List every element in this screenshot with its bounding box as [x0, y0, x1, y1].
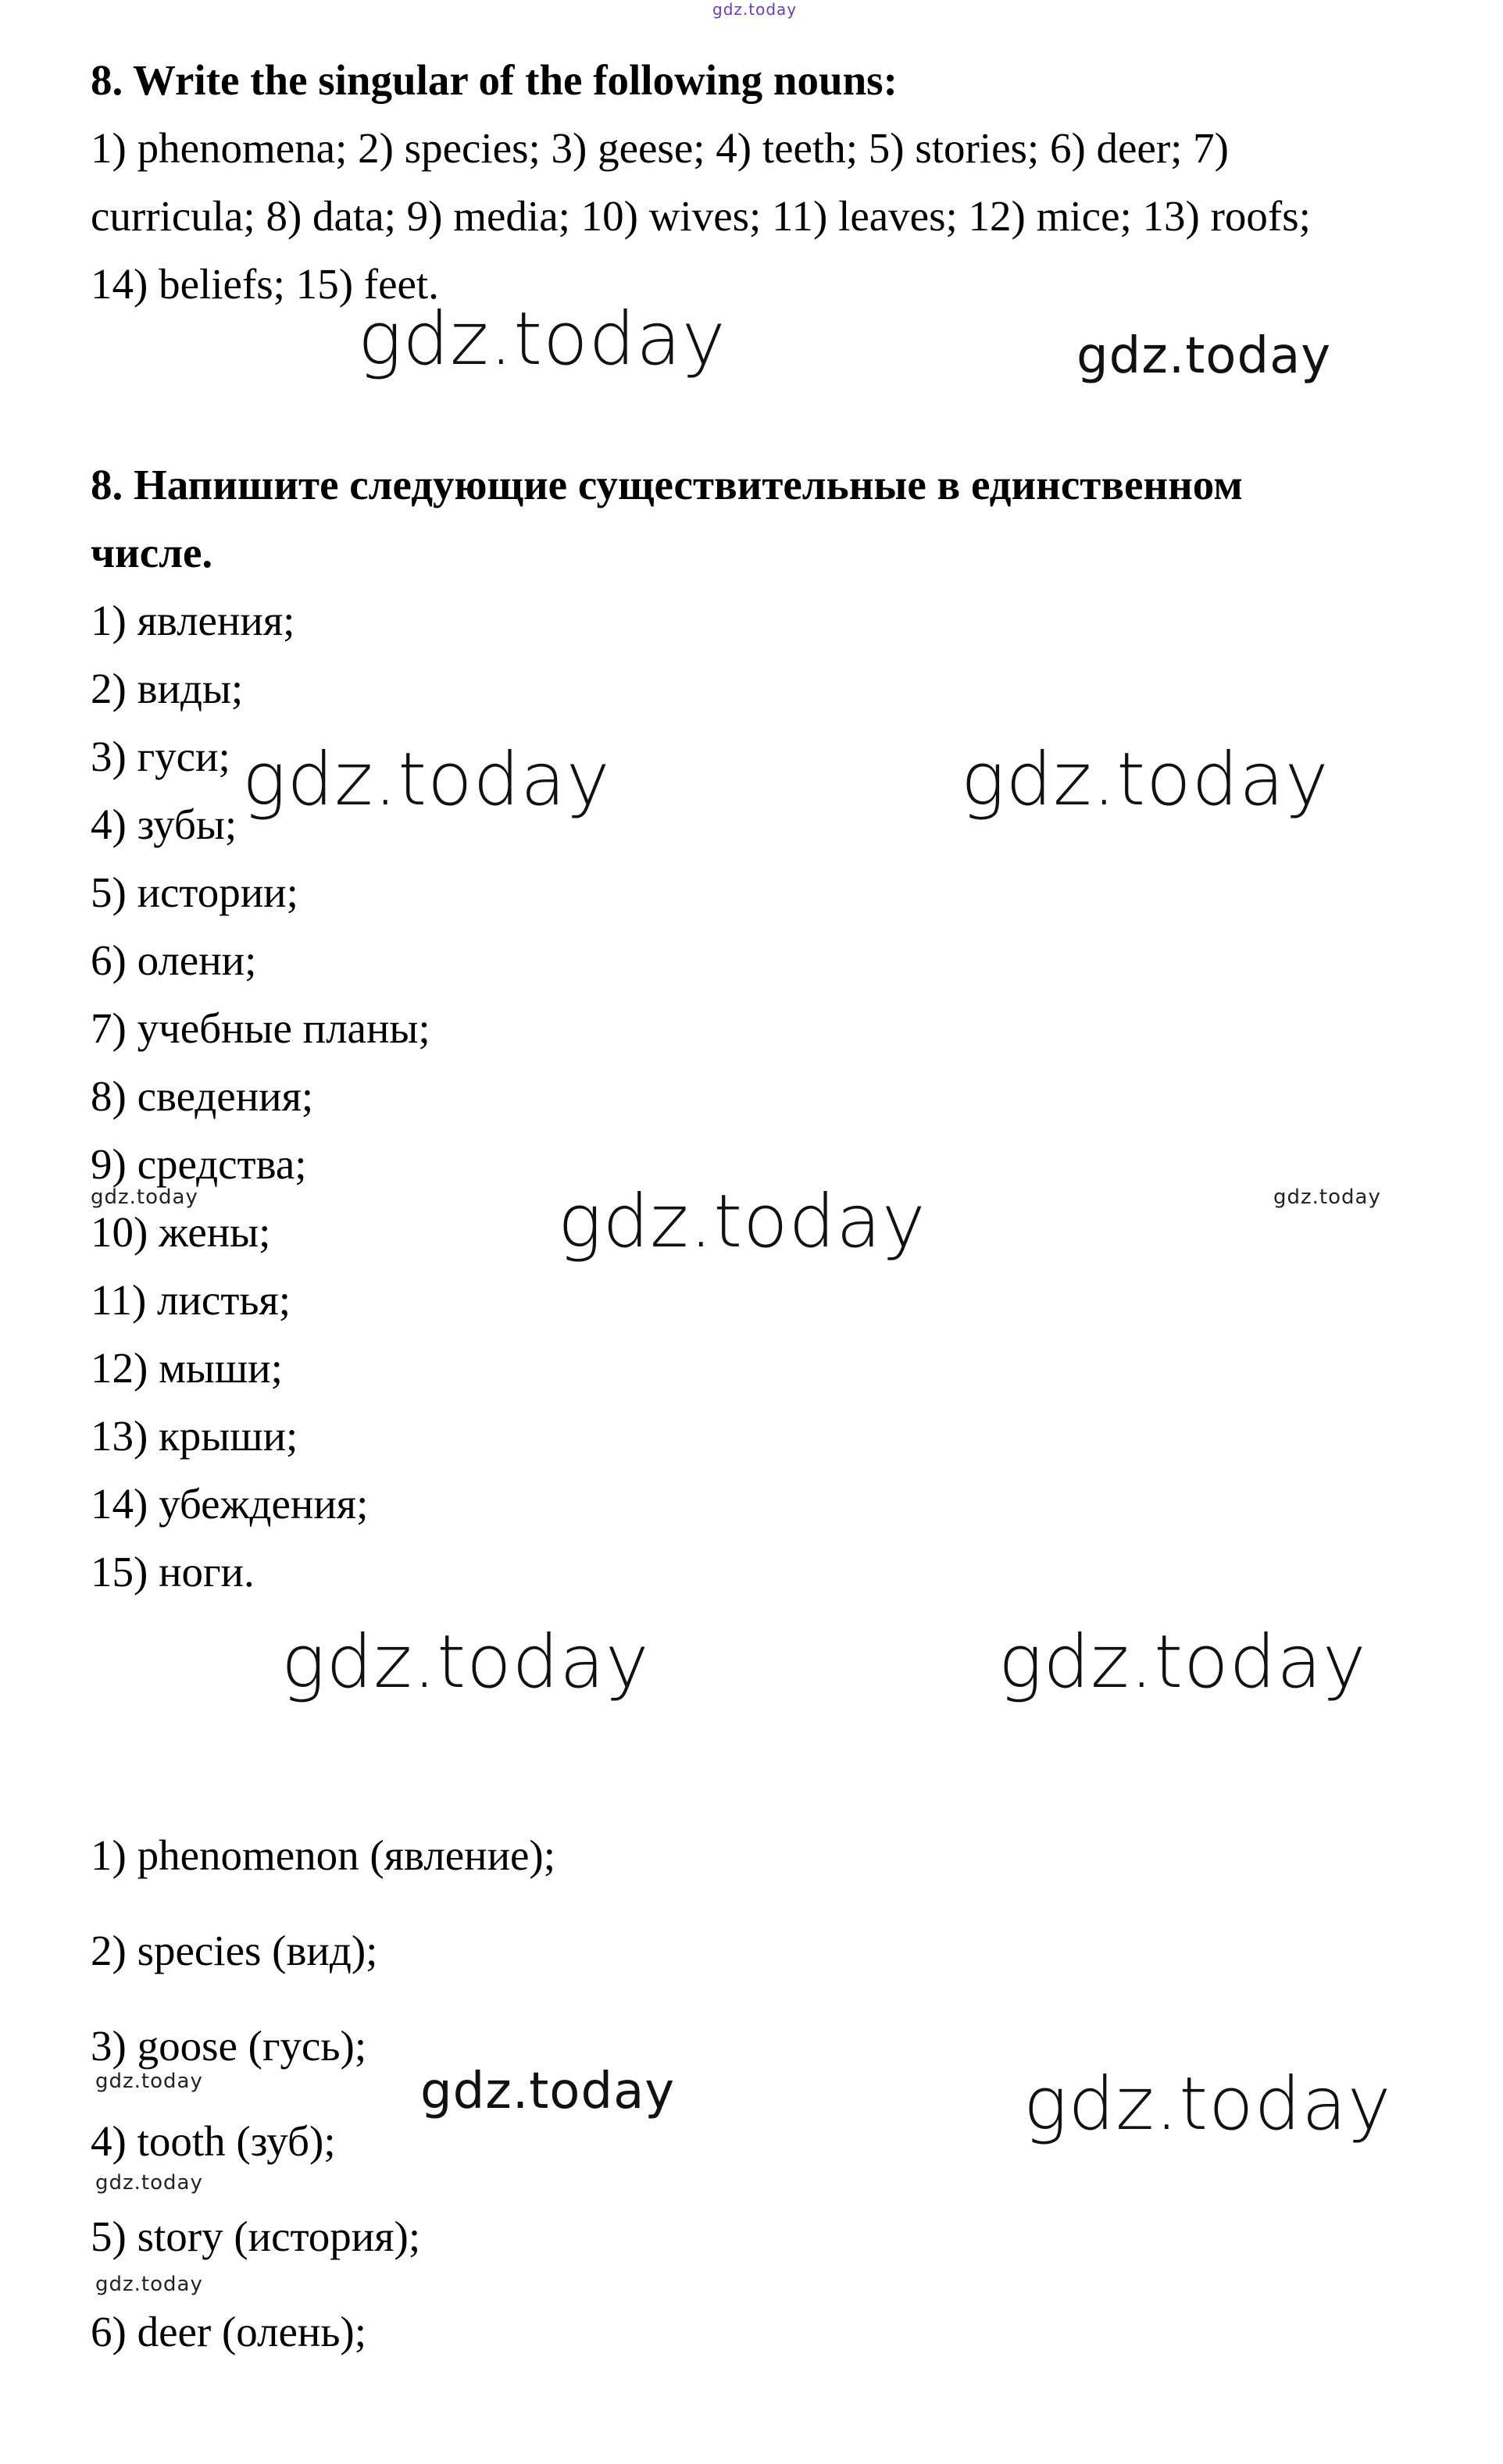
watermark: gdz.today [242, 737, 611, 822]
russian-heading: числе. [91, 529, 213, 576]
russian-item: 3) гуси; [91, 733, 230, 780]
watermark-small: gdz.today [91, 1186, 198, 1209]
watermark-top: gdz.today [712, 0, 798, 19]
answer-item: 4) tooth (зуб); [91, 2117, 336, 2165]
watermark: gdz.today [358, 297, 727, 382]
watermark: gdz.today [1023, 2062, 1392, 2147]
watermark: gdz.today [558, 1179, 926, 1264]
english-text-line: 1) phenomena; 2) species; 3) geese; 4) teeth; 5) stories; 6) deer; 7) [91, 124, 1229, 172]
russian-item: 15) ноги. [91, 1548, 255, 1596]
russian-item: 12) мыши; [91, 1344, 283, 1392]
answer-item: 2) species (вид); [91, 1927, 378, 1974]
russian-heading: 8. Напишите следующие существительные в единственном [91, 461, 1243, 508]
russian-item: 1) явления; [91, 597, 295, 644]
russian-item: 5) истории; [91, 868, 298, 916]
russian-item: 7) учебные планы; [91, 1004, 430, 1052]
english-heading: 8. Write the singular of the following nouns: [91, 56, 898, 104]
russian-item: 9) средства; [91, 1140, 307, 1188]
answer-item: 6) deer (олень); [91, 2308, 367, 2355]
watermark-small: gdz.today [1273, 1186, 1381, 1209]
watermark: gdz.today [998, 1620, 1367, 1705]
watermark-small: gdz.today [95, 2273, 203, 2296]
watermark: gdz.today [1076, 327, 1332, 385]
russian-item: 8) сведения; [91, 1072, 314, 1120]
answer-item: 1) phenomenon (явление); [91, 1831, 556, 1879]
watermark: gdz.today [420, 2063, 676, 2120]
english-text-line: curricula; 8) data; 9) media; 10) wives; 11) leaves; 12) mice; 13) roofs; [91, 192, 1311, 240]
watermark: gdz.today [961, 737, 1330, 822]
russian-item: 4) зубы; [91, 801, 237, 848]
watermark-small: gdz.today [95, 2070, 203, 2093]
russian-item: 14) убеждения; [91, 1480, 369, 1528]
russian-item: 10) жены; [91, 1208, 271, 1256]
english-text-line: 14) beliefs; 15) feet. [91, 260, 439, 308]
answer-item: 3) goose (гусь); [91, 2022, 367, 2070]
russian-item: 11) листья; [91, 1276, 291, 1324]
watermark-small: gdz.today [95, 2171, 203, 2195]
russian-item: 13) крыши; [91, 1412, 298, 1460]
russian-item: 6) олени; [91, 936, 257, 984]
watermark: gdz.today [281, 1620, 650, 1705]
answer-item: 5) story (история); [91, 2213, 421, 2260]
russian-item: 2) виды; [91, 665, 244, 712]
